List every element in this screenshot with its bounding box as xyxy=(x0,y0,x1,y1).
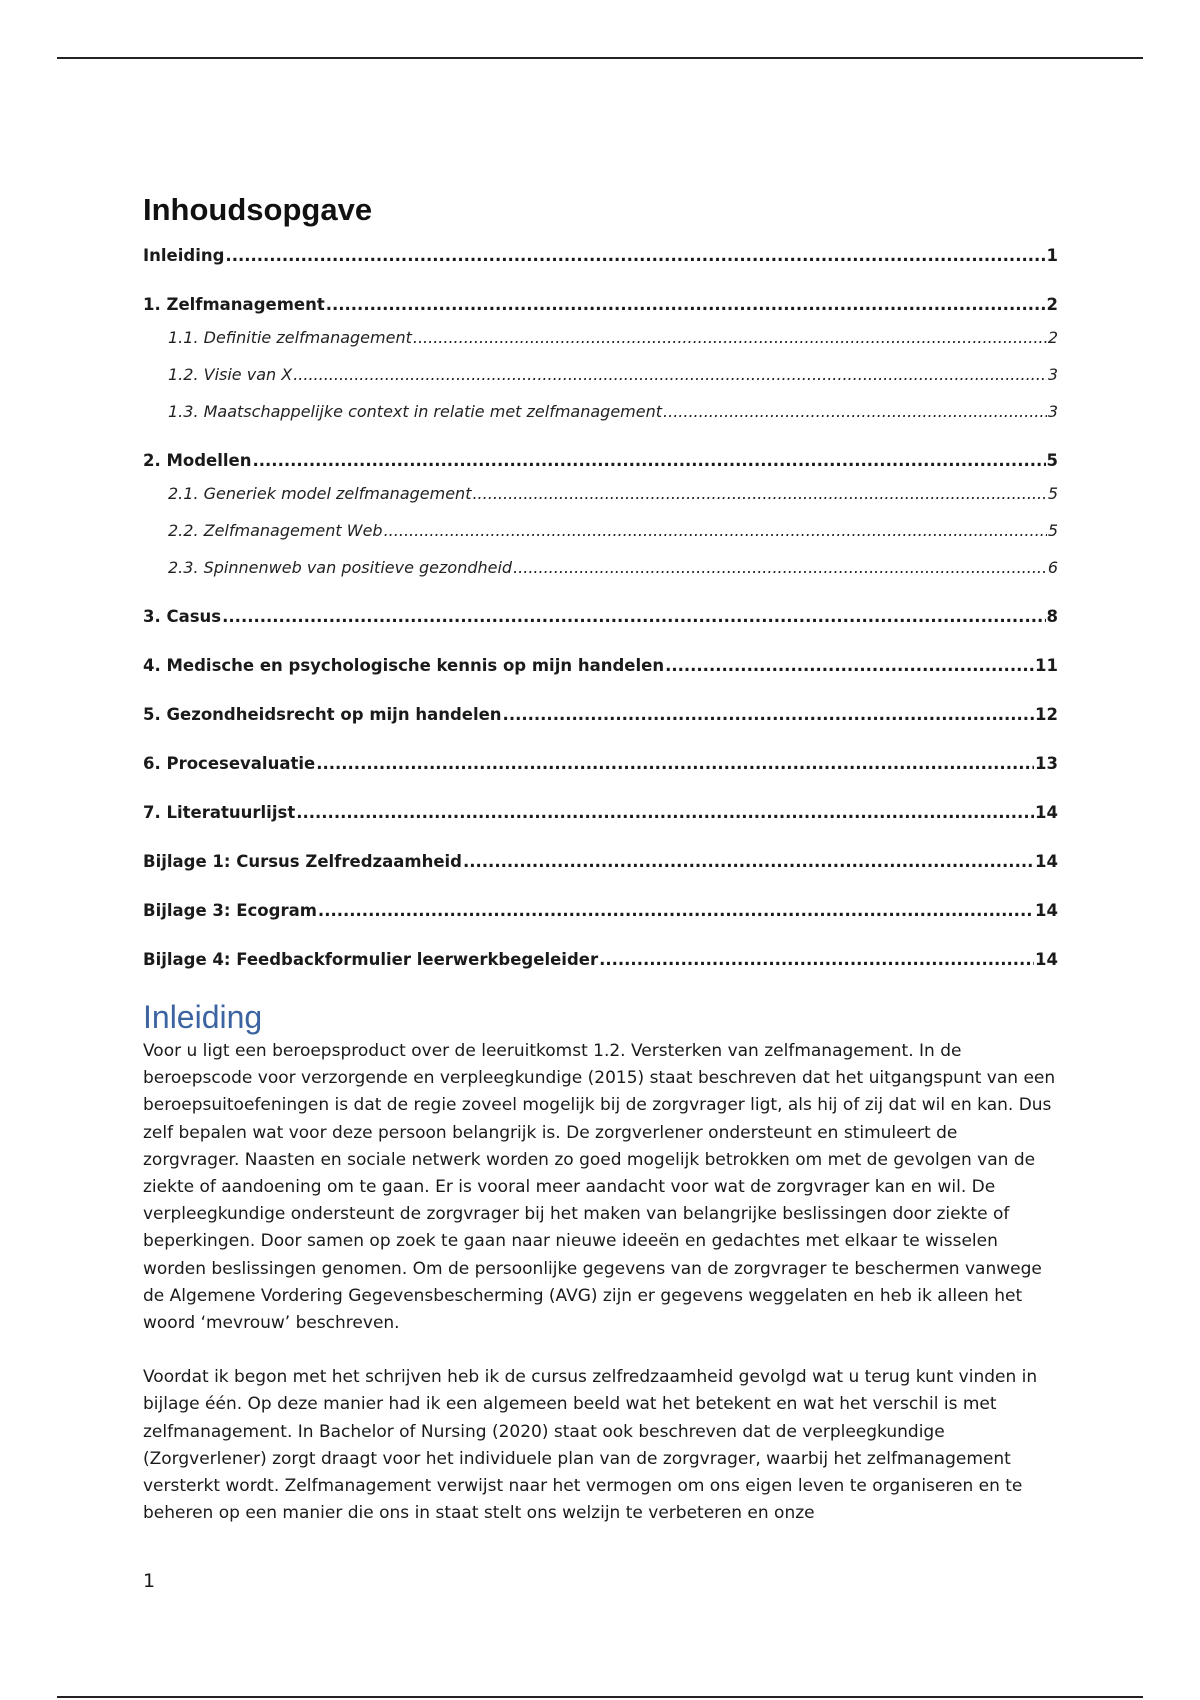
toc-entry[interactable] xyxy=(143,901,1058,920)
toc-entry-page: 14 xyxy=(1035,803,1058,822)
toc-entry[interactable] xyxy=(143,754,1058,773)
toc-entry-page: 1 xyxy=(1046,246,1058,265)
toc-entry[interactable] xyxy=(143,803,1058,822)
toc-entry[interactable] xyxy=(143,705,1058,724)
toc-leader-dots xyxy=(472,484,1046,503)
toc-entry-page: 5 xyxy=(1046,451,1058,470)
toc-entry-label: Bijlage 3: Ecogram xyxy=(143,901,317,920)
toc-entry-label: Inleiding xyxy=(143,246,225,265)
footer-rule xyxy=(57,1696,1143,1698)
toc-entry-label: 7. Literatuurlijst xyxy=(143,803,296,822)
toc-entry-page: 12 xyxy=(1035,705,1058,724)
toc-subentry[interactable] xyxy=(143,328,1058,347)
toc-entry-page: 2 xyxy=(1046,295,1058,314)
toc-entry[interactable] xyxy=(143,607,1058,626)
toc-entry-label: 1. Zelfmanagement xyxy=(143,295,325,314)
toc-leader-dots xyxy=(384,521,1047,540)
toc-entry-label: Bijlage 4: Feedbackformulier leerwerkbegeleider xyxy=(143,950,599,969)
toc-subentry[interactable] xyxy=(143,402,1058,421)
toc-leader-dots xyxy=(225,246,1045,265)
table-of-contents xyxy=(143,246,1058,969)
toc-entry-page: 8 xyxy=(1046,607,1058,626)
body-paragraph: Voordat ik begon met het schrijven heb ik de cursus zelfredzaamheid gevolgd wat u terug kunt vinden in bijlage één. Op deze manier had ik een algemeen beeld wat het betekent en wat het verschil is met zelfmanagement. In Bachelor of Nursing (2020) staat ook beschreven dat de verpleegkundige (Zorgverlener) zorgt draagt voor het individuele plan van de zorgvrager, waarbij het zelfmanagement versterkt wordt. Zelfmanagement verwijst naar het vermogen om ons eigen leven te organiseren en te beheren op een manier die ons in staat stelt ons welzijn te verbeteren en onze xyxy=(143,1367,1038,1524)
toc-entry-label: 2.1. Generiek model zelfmanagement xyxy=(168,484,472,503)
toc-entry-page: 14 xyxy=(1035,950,1058,969)
toc-entry-label: 3. Casus xyxy=(143,607,222,626)
toc-entry-page: 3 xyxy=(1047,402,1058,421)
toc-leader-dots xyxy=(296,803,1034,822)
toc-entry-page: 2 xyxy=(1047,328,1058,347)
toc-subentry[interactable] xyxy=(143,558,1058,577)
toc-entry-label: 1.1. Definitie zelfmanagement xyxy=(168,328,412,347)
toc-entry-page: 5 xyxy=(1047,521,1058,540)
toc-subentry[interactable] xyxy=(143,365,1058,384)
page-number: 1 xyxy=(143,1570,156,1592)
toc-entry-label: 1.3. Maatschappelijke context in relatie met zelfmanagement xyxy=(168,402,663,421)
toc-leader-dots xyxy=(222,607,1045,626)
toc-entry[interactable] xyxy=(143,295,1058,314)
toc-entry-label: 2.3. Spinnenweb van positieve gezondheid xyxy=(168,558,513,577)
toc-entry[interactable] xyxy=(143,852,1058,871)
toc-leader-dots xyxy=(253,451,1046,470)
toc-entry-label: Bijlage 1: Cursus Zelfredzaamheid xyxy=(143,852,462,871)
toc-entry-page: 14 xyxy=(1035,901,1058,920)
header-rule xyxy=(57,57,1143,59)
toc-leader-dots xyxy=(318,901,1034,920)
toc-entry-page: 11 xyxy=(1035,656,1058,675)
toc-entry-label: 1.2. Visie van X xyxy=(168,365,293,384)
toc-entry-page: 13 xyxy=(1035,754,1058,773)
toc-entry[interactable] xyxy=(143,656,1058,675)
toc-leader-dots xyxy=(663,402,1047,421)
toc-leader-dots xyxy=(316,754,1034,773)
toc-entry-label: 4. Medische en psychologische kennis op mijn handelen xyxy=(143,656,665,675)
toc-entry-label: 2. Modellen xyxy=(143,451,252,470)
toc-entry-label: 6. Procesevaluatie xyxy=(143,754,316,773)
toc-subentry[interactable] xyxy=(143,484,1058,503)
toc-entry-label: 5. Gezondheidsrecht op mijn handelen xyxy=(143,705,502,724)
toc-entry-page: 3 xyxy=(1047,365,1058,384)
toc-entry-label: 2.2. Zelfmanagement Web xyxy=(168,521,383,540)
document-body xyxy=(143,192,1058,1527)
toc-entry-page: 6 xyxy=(1047,558,1058,577)
toc-leader-dots xyxy=(665,656,1034,675)
body-paragraph: Voor u ligt een beroepsproduct over de leeruitkomst 1.2. Versterken van zelfmanagement. In de beroepscode voor verzorgende en verpleegkundige (2015) staat beschreven dat het uitgangspunt van een beroepsuitoefeningen is dat de regie zoveel mogelijk bij de zorgvrager ligt, als hij of zij dat wil en kan. Dus zelf bepalen wat voor deze persoon belangrijk is. De zorgverlener ondersteunt en stimuleert de zorgvrager. Naasten en sociale netwerk worden zo goed mogelijk betrokken om met de gevolgen van de ziekte of aandoening om te gaan. Er is vooral meer aandacht voor wat de zorgvrager kan en wil. De verpleegkundige ondersteunt de zorgvrager bij het maken van belangrijke beslissingen door ziekte of beperkingen. Door samen op zoek te gaan naar nieuwe ideeën en gedachtes met elkaar te wisselen worden beslissingen genomen. Om de persoonlijke gegevens van de zorgvrager te beschermen vanwege de Algemene Vordering Gegevensbescherming (AVG) zijn er gegevens weggelaten en heb ik alleen het woord ‘mevrouw’ beschreven. xyxy=(143,1041,1056,1334)
toc-leader-dots xyxy=(599,950,1034,969)
toc-entry[interactable] xyxy=(143,950,1058,969)
toc-leader-dots xyxy=(326,295,1046,314)
toc-entry[interactable] xyxy=(143,246,1058,265)
toc-title: Inhoudsopgave xyxy=(143,192,373,227)
section-heading-inleiding: Inleiding xyxy=(143,999,263,1035)
toc-leader-dots xyxy=(293,365,1047,384)
toc-subentry[interactable] xyxy=(143,521,1058,540)
toc-leader-dots xyxy=(513,558,1047,577)
toc-entry-page: 5 xyxy=(1047,484,1058,503)
toc-entry[interactable] xyxy=(143,451,1058,470)
toc-leader-dots xyxy=(413,328,1047,347)
toc-leader-dots xyxy=(463,852,1034,871)
toc-entry-page: 14 xyxy=(1035,852,1058,871)
toc-leader-dots xyxy=(503,705,1034,724)
